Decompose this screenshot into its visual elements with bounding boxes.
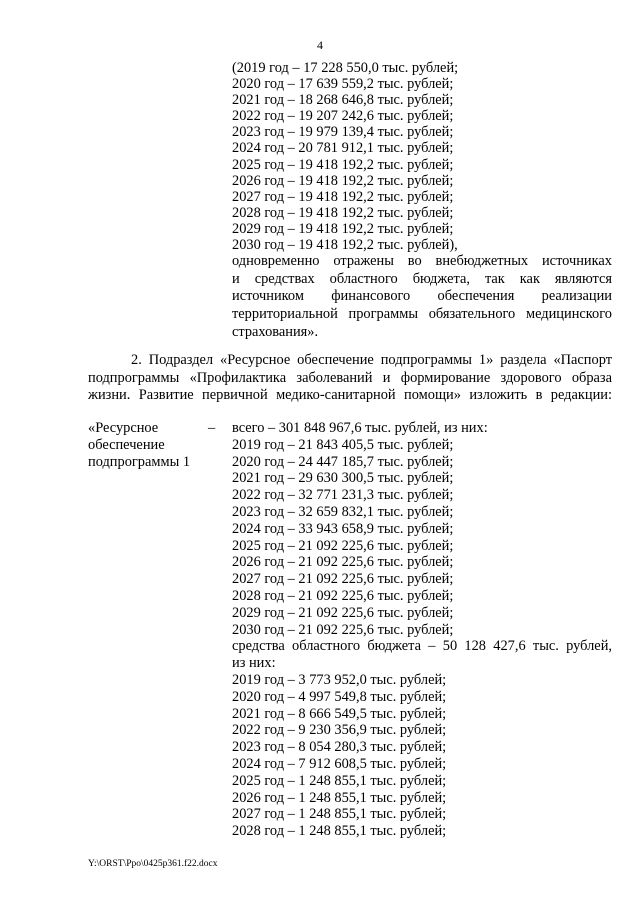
year-line: 2027 год – 21 092 225,6 тыс. рублей; xyxy=(232,571,454,588)
year-line: 2019 год – 3 773 952,0 тыс. рублей; xyxy=(232,671,447,688)
year-line: 2022 год – 32 771 231,3 тыс. рублей; xyxy=(232,487,454,504)
total-line: всего – 301 848 967,6 тыс. рублей, из них: xyxy=(232,420,488,436)
paragraph-line: жизни. Развитие первичной медико-санитарной помощи» изложить в редакции: xyxy=(88,387,612,404)
note-line: и средствах областного бюджета, так как являются xyxy=(232,270,612,287)
year-line: 2028 год – 21 092 225,6 тыс. рублей; xyxy=(232,587,454,604)
year-line: 2024 год – 7 912 608,5 тыс. рублей; xyxy=(232,755,447,772)
year-line: 2023 год – 19 979 139,4 тыс. рублей; xyxy=(232,124,454,141)
year-line: 2023 год – 32 659 832,1 тыс. рублей; xyxy=(232,503,454,520)
paragraph-line: 2. Подраздел «Ресурсное обеспечение подпрограммы 1» раздела «Паспорт xyxy=(131,352,612,368)
top-funding-block xyxy=(232,60,612,341)
resource-funding-block xyxy=(232,420,612,840)
year-line: 2021 год – 18 268 646,8 тыс. рублей; xyxy=(232,92,454,109)
year-line: 2021 год – 29 630 300,5 тыс. рублей; xyxy=(232,470,454,487)
year-line: 2019 год – 21 843 405,5 тыс. рублей; xyxy=(232,436,454,453)
resource-label xyxy=(88,420,216,471)
year-line: 2028 год – 19 418 192,2 тыс. рублей; xyxy=(232,204,454,221)
year-line: 2021 год – 8 666 549,5 тыс. рублей; xyxy=(232,705,447,722)
year-line: 2022 год – 19 207 242,6 тыс. рублей; xyxy=(232,108,454,125)
note-line: одновременно отражены во внебюджетных источниках xyxy=(232,253,612,270)
year-line: 2028 год – 1 248 855,1 тыс. рублей; xyxy=(232,823,447,840)
resource-label-line: «Ресурсное xyxy=(88,420,159,436)
page-number: 4 xyxy=(317,38,323,52)
year-line: 2029 год – 21 092 225,6 тыс. рублей; xyxy=(232,604,454,621)
year-line: 2023 год – 8 054 280,3 тыс. рублей; xyxy=(232,739,447,756)
year-line: 2020 год – 24 447 185,7 тыс. рублей; xyxy=(232,453,454,470)
year-line: 2025 год – 1 248 855,1 тыс. рублей; xyxy=(232,772,447,789)
year-line: 2027 год – 19 418 192,2 тыс. рублей; xyxy=(232,188,454,205)
regional-budget-line: средства областного бюджета – 50 128 427,6 тыс. рублей, xyxy=(232,638,612,655)
year-line: 2025 год – 21 092 225,6 тыс. рублей; xyxy=(232,537,454,554)
of-which-line: из них: xyxy=(232,655,276,672)
note-line: территориальной программы обязательного медицинского xyxy=(232,305,612,322)
resource-label-line: обеспечение xyxy=(88,437,165,453)
year-line: (2019 год – 17 228 550,0 тыс. рублей; xyxy=(232,60,459,76)
year-line: 2030 год – 19 418 192,2 тыс. рублей), xyxy=(232,237,458,254)
year-line: 2024 год – 33 943 658,9 тыс. рублей; xyxy=(232,520,454,537)
year-line: 2026 год – 19 418 192,2 тыс. рублей; xyxy=(232,172,454,189)
year-line: 2022 год – 9 230 356,9 тыс. рублей; xyxy=(232,722,447,739)
resource-label-line: подпрограммы 1 xyxy=(88,454,191,470)
note-line: источником финансового обеспечения реализации xyxy=(232,288,612,305)
footer-file-path: Y:\ORST\Ppo\0425p361.f22.docx xyxy=(88,859,218,869)
year-line: 2026 год – 1 248 855,1 тыс. рублей; xyxy=(232,789,447,806)
note-line: страхования». xyxy=(232,323,319,340)
year-line: 2025 год – 19 418 192,2 тыс. рублей; xyxy=(232,156,454,173)
year-line: 2026 год – 21 092 225,6 тыс. рублей; xyxy=(232,554,454,571)
label-dash: – xyxy=(208,420,216,436)
year-line: 2029 год – 19 418 192,2 тыс. рублей; xyxy=(232,220,454,237)
year-line: 2030 год – 21 092 225,6 тыс. рублей; xyxy=(232,621,454,638)
year-line: 2024 год – 20 781 912,1 тыс. рублей; xyxy=(232,140,454,157)
year-line: 2027 год – 1 248 855,1 тыс. рублей; xyxy=(232,806,447,823)
paragraph-line: подпрограммы «Профилактика заболеваний и формирование здорового образа xyxy=(88,369,612,386)
year-line: 2020 год – 17 639 559,2 тыс. рублей; xyxy=(232,76,454,93)
year-line: 2020 год – 4 997 549,8 тыс. рублей; xyxy=(232,688,447,705)
section-paragraph xyxy=(88,352,612,405)
